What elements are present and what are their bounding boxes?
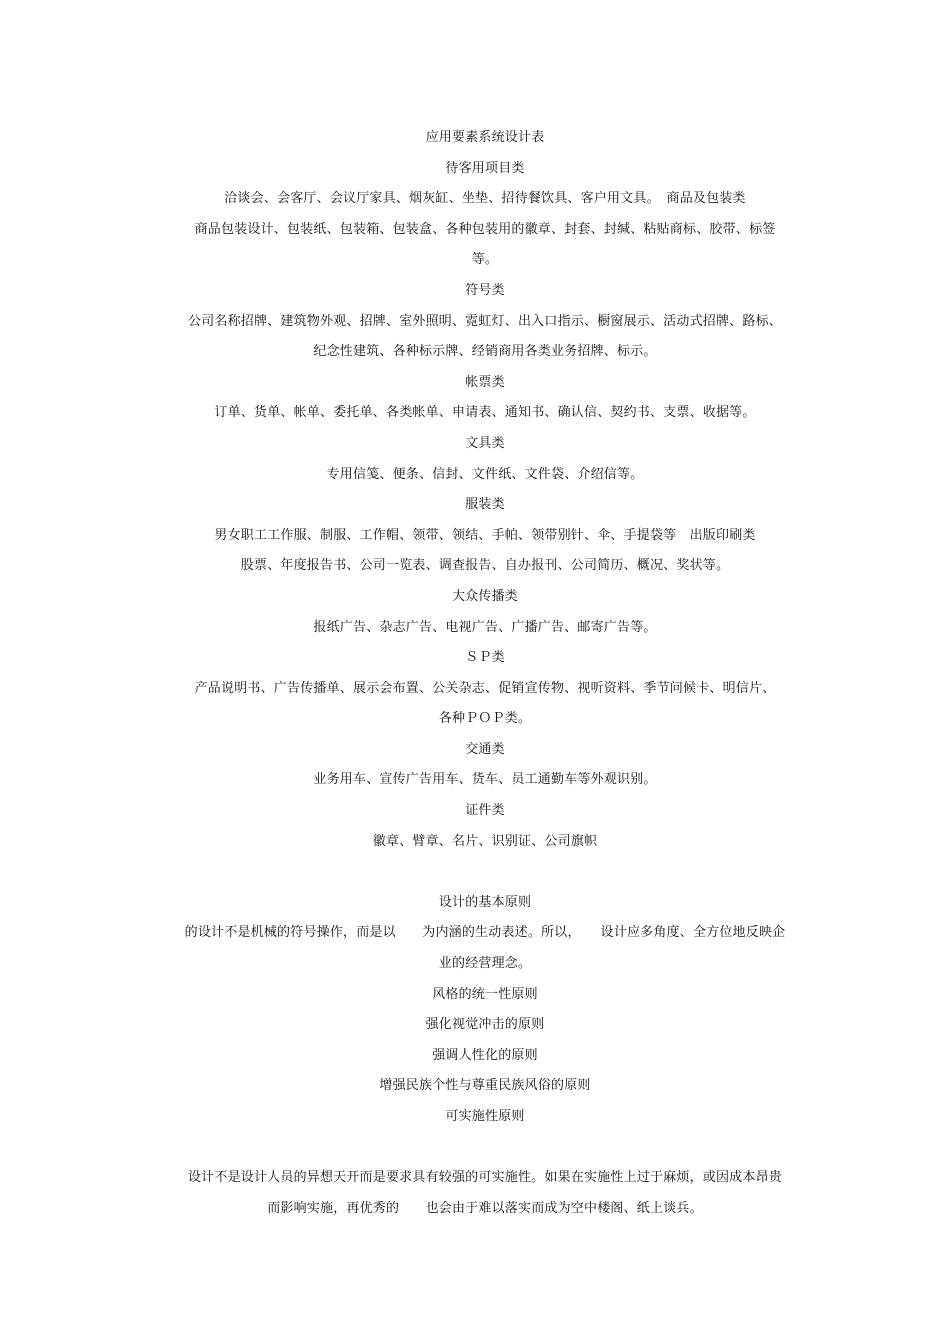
principle-item: 强化视觉冲击的原则 [425, 1017, 545, 1033]
category-heading: 服装类 [465, 497, 505, 513]
principle-item: 可实施性原则 [445, 1109, 525, 1124]
category-heading: 证件类 [465, 803, 505, 819]
section-heading: 设计的基本原则 [438, 894, 532, 910]
category-items: 商品包装设计、包装纸、包装箱、包装盒、各种包装用的徽章、封套、封缄、粘贴商标、胶带、标签 [194, 221, 776, 237]
principle-item: 风格的统一性原则 [432, 986, 538, 1002]
category-heading: 大众传播类 [451, 588, 518, 604]
category-items: 洽谈会、会客厅、会议厅家具、烟灰缸、坐垫、招待餐饮具、客户用文具。 商品及包装类 [224, 191, 746, 207]
category-heading: 待客用项目类 [445, 160, 525, 176]
document-body [150, 123, 820, 1224]
category-items: 报纸广告、杂志广告、电视广告、广播广告、邮寄广告等。 [313, 619, 657, 635]
table-title: 应用要素系统设计表 [425, 130, 545, 145]
principle-item: 强调人性化的原则 [432, 1047, 538, 1063]
category-heading: ＳＰ类 [465, 650, 505, 666]
paragraph-line: 而影响实施，再优秀的 也会由于难以落实而成为空中楼阁、纸上谈兵。 [267, 1200, 703, 1216]
category-items: 等。 [471, 252, 499, 268]
category-items: 公司名称招牌、建筑物外观、招牌、室外照明、霓虹灯、出入口指示、橱窗展示、活动式招牌、路标、 [187, 313, 782, 329]
category-items: 股票、年度报告书、公司一览表、调查报告、自办报刊、公司简历、概况、奖状等。 [240, 558, 730, 574]
paragraph-line: 的设计不是机械的符号操作，而是以 为内涵的生动表述。所以， 设计应多角度、全方位地反映企 [184, 925, 786, 941]
category-heading: 符号类 [465, 282, 505, 298]
category-items: 产品说明书、广告传播单、展示会布置、公关杂志、促销宣传物、视听资料、季节问候卡、明信片、 [194, 680, 776, 696]
category-items: 订单、货单、帐单、委托单、各类帐单、申请表、通知书、确认信、契约书、支票、收据等。 [214, 405, 756, 421]
category-items: 纪念性建筑、各种标示牌、经销商用各类业务招牌、标示。 [313, 344, 657, 360]
category-items: 业务用车、宣传广告用车、货车、员工通勤车等外观识别。 [313, 772, 657, 788]
paragraph-line: 业的经营理念。 [438, 956, 532, 972]
blank-line [150, 857, 820, 888]
category-items: 男女职工工作服、制服、工作帽、领带、领结、手帕、领带别针、伞、手提袋等 出版印刷类 [214, 527, 756, 543]
blank-line [150, 1133, 820, 1164]
category-items: 徽章、臂章、名片、识别证、公司旗帜 [372, 833, 598, 849]
category-items: 专用信笺、便条、信封、文件纸、文件袋、介绍信等。 [326, 466, 644, 482]
category-items: 各种ＰＯＰ类。 [438, 711, 532, 727]
paragraph-line: 设计不是设计人员的异想天开而是要求具有较强的可实施性。如果在实施性上过于麻烦，或因成本昂贵 [187, 1170, 782, 1186]
category-heading: 交通类 [465, 741, 505, 757]
category-heading: 文具类 [465, 435, 505, 451]
category-heading: 帐票类 [465, 374, 505, 390]
principle-item: 增强民族个性与尊重民族风俗的原则 [379, 1078, 591, 1094]
